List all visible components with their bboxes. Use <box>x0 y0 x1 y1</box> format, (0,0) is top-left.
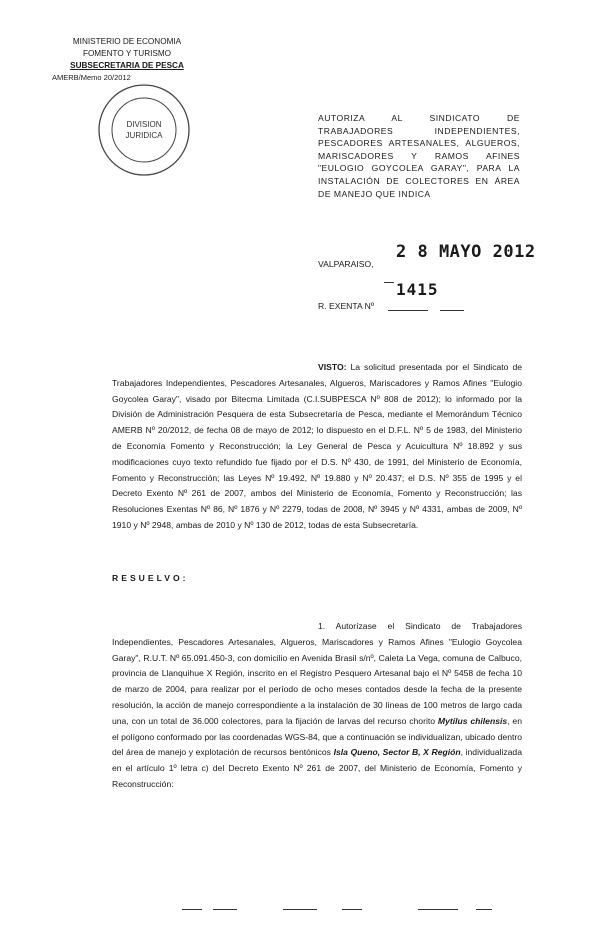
number-underline-2 <box>440 310 464 311</box>
footer-line-3 <box>283 909 317 910</box>
footer-line-6 <box>476 909 492 910</box>
visto-paragraph <box>112 360 522 534</box>
resolution-number: 1415 <box>396 280 439 299</box>
resuelvo-heading: RESUELVO: <box>112 573 189 583</box>
date-row <box>318 242 536 272</box>
letterhead <box>52 36 202 82</box>
resolution-date: 2 8 MAYO 2012 <box>396 242 536 262</box>
seal-line-1: DIVISION <box>126 120 162 129</box>
ministry-subtitle: FOMENTO Y TURISMO <box>82 49 172 58</box>
exenta-row <box>318 280 439 314</box>
subject-block: AUTORIZA AL SINDICATO DE TRABAJADORES INDEPENDIENTES, PESCADORES ARTESANALES, ALGUEROS, MARISCADORES Y RAMOS AFINES "EULOGIO GOYCOLEA GARAY", PARA LA INSTALACIÓN DE COLECTORES EN ÁREA DE MANEJO QUE INDICA <box>318 113 520 199</box>
seal-line-2: JURIDICA <box>125 131 163 140</box>
species-name: Mytilus chilensis <box>437 715 508 726</box>
footer-line-2 <box>213 909 237 910</box>
visto-text: La solicitud presentada por el Sindicato de Trabajadores Independientes, Pescadores Artesanales, Algueros, Mariscadores y Ramos Afines "Eulogio Goycolea Garay", visado por Bitecma Limitada (C.I.SUBPESCA Nº 808 de 2012); lo informado por la División de Administración Pesquera de esta Subsecretaría de Pesca, mediante el Memorándum Técnico AMERB Nº 20/2012, de fecha 08 de mayo de 2012; lo dispuesto en el D.F.L. Nº 5 de 1983, del Ministerio de Economía Fomento y Reconstrucción; la Ley General de Pesca y Acuicultura Nº 18.892 y sus modificaciones cuyo texto refundido fue fijado por el D.S. Nº 430, de 1991, del Ministerio de Economía, Fomento y Reconstrucción; las Leyes Nº 19.492, Nº 19.880 y Nº 20.437; el D.S. Nº 355 de 1995 y el Decreto Exento Nº 261 de 2007, ambos del Ministerio de Economía, Fomento y Reconstrucción; las Resoluciones Exentas Nº 86, Nº 1876 y Nº 2279, todas de 2008, Nº 3945 y Nº 4331, ambas de 2009, Nº 1910 y Nº 2948, ambas de 2010 y Nº 130 de 2012, todas de esta Subsecretaría. <box>112 362 522 530</box>
memo-reference: AMERB/Memo 20/2012 <box>52 73 131 82</box>
exenta-label: R. EXENTA Nº <box>318 301 374 311</box>
visto-label: VISTO: <box>318 362 347 372</box>
point-1-paragraph <box>112 619 522 793</box>
ministry-name: MINISTERIO DE ECONOMIA <box>72 37 182 46</box>
point-1-text-c: , individualizada en el artículo 1º letra c) del Decreto Exento Nº 261 de 2007, del Ministerio de Economía, Fomento y Reconstrucción: <box>112 747 522 789</box>
number-dash <box>384 282 394 283</box>
footer-line-4 <box>342 909 362 910</box>
subsecretariat-name: SUBSECRETARIA DE PESCA <box>70 61 184 70</box>
point-1-text-a: 1. Autorízase el Sindicato de Trabajadores Independientes, Pescadores Artesanales, Algueros, Mariscadores y Ramos Afines "Eulogio Goycolea Garay", R.U.T. Nº 65.091.450-3, con domicilio en Avenida Brasil s/nº, Caleta La Vega, comuna de Calbuco, provincia de Llanquihue X Región, inscrito en el Registro Pesquero Artesanal bajo el Nº 5458 de fecha 10 de marzo de 2004, para realizar por el período de ocho meses contados desde la fecha de la presente resolución, la acción de manejo correspondiente a la instalación de 30 líneas de 100 metros de largo cada una, con un total de 36.000 colectores, para la fijación de larvas del recurso chorito <box>112 621 522 726</box>
division-juridica-seal <box>96 82 192 178</box>
footer-line-5 <box>418 909 458 910</box>
area-name: Isla Queno, Sector B, X Región <box>333 747 461 758</box>
place-label: VALPARAISO, <box>318 259 374 269</box>
number-underline-1 <box>388 310 428 311</box>
point-1-text-b: , en el polígono conformado por las coordenadas WGS-84, que a continuación se individualizan, ubicado dentro del área de manejo y explotación de recursos bentónicos <box>112 715 522 758</box>
footer-line-1 <box>182 909 202 910</box>
